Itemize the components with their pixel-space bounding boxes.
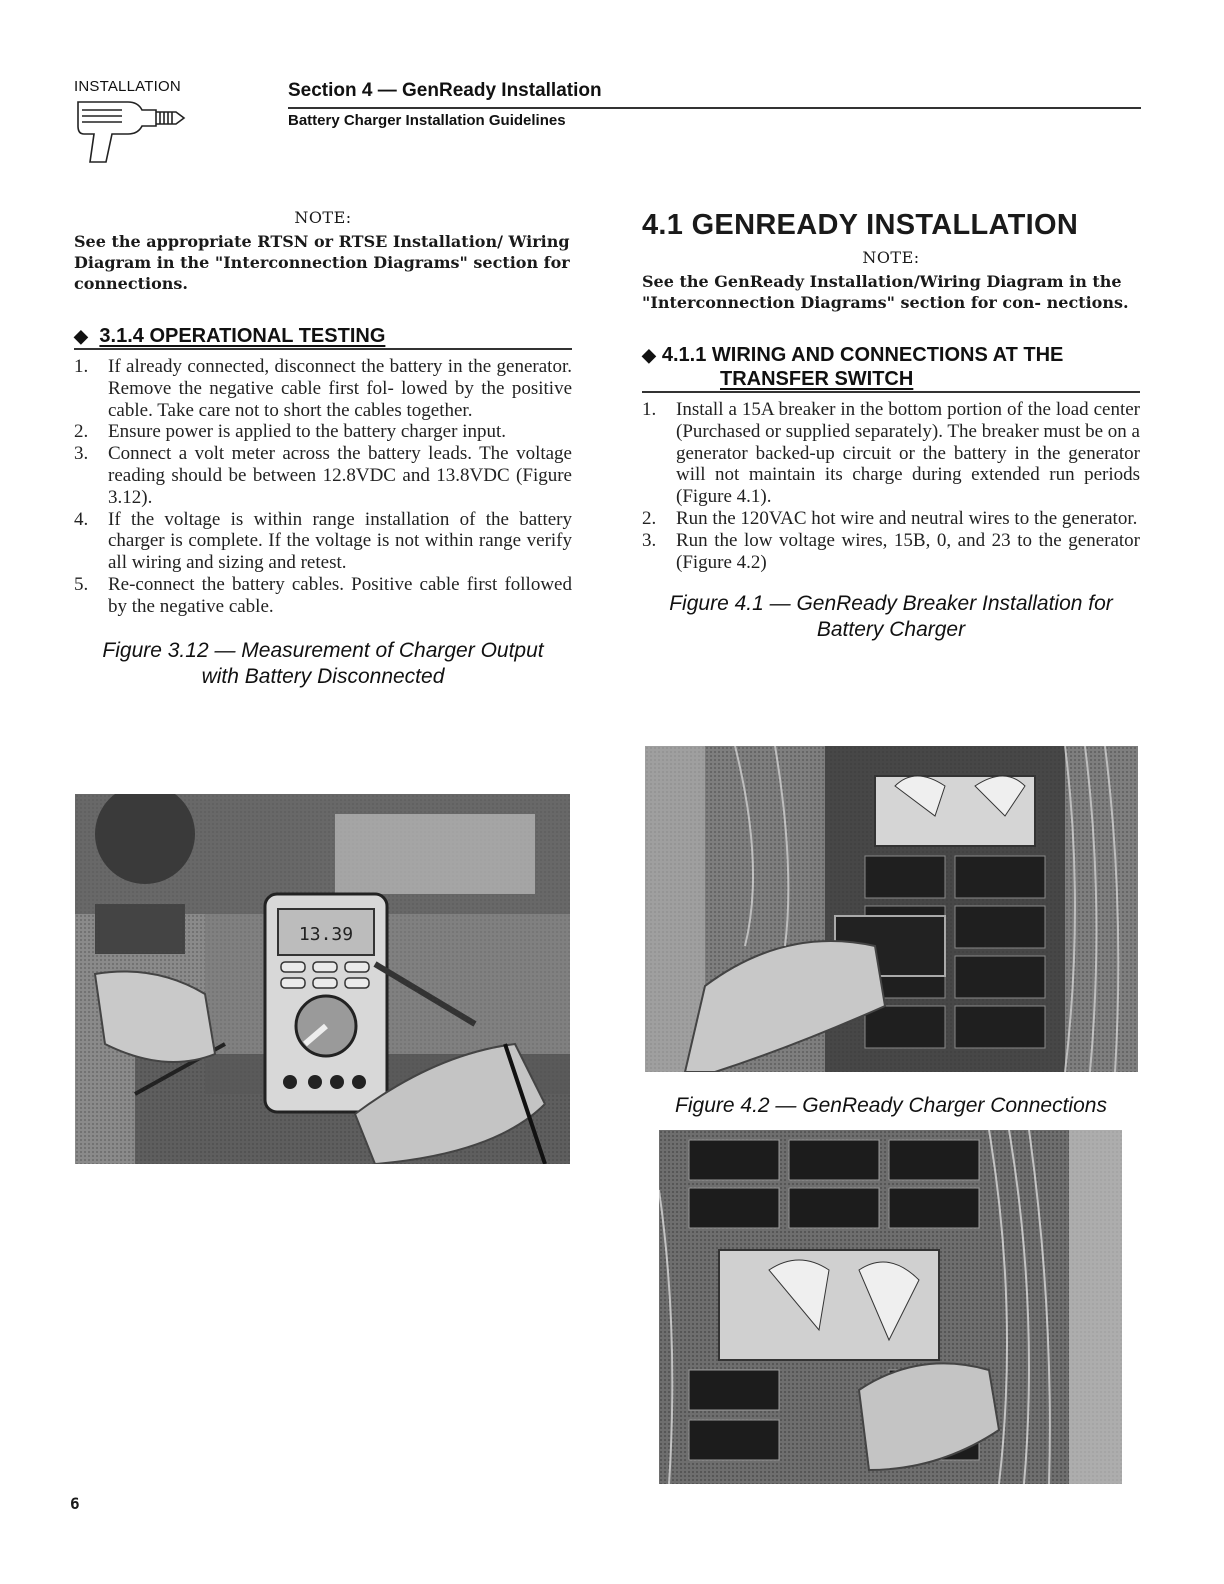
note-label: NOTE: <box>294 208 352 227</box>
page-number: 6 <box>70 1494 80 1513</box>
note-text: See the GenReady Installation/Wiring Diagram in the "Interconnection Diagrams" section for con- nections. <box>642 272 1129 312</box>
header-rule <box>288 107 1141 109</box>
heading-text: 4.1.1 WIRING AND CONNECTIONS AT THE <box>661 344 1064 366</box>
list-item: 2. Run the 120VAC hot wire and neutral wires to the generator. <box>642 507 1138 529</box>
drill-icon <box>72 96 202 166</box>
list-item: 3. Connect a volt meter across the battery leads. The voltage reading should be between 12.8VDC and 13.8VDC (Figure 3.12). <box>74 443 572 508</box>
operational-steps <box>74 356 572 618</box>
charger-connections-photo <box>659 1130 1122 1484</box>
heading-text: 3.1.4 OPERATIONAL TESTING <box>99 325 386 347</box>
note-text: See the appropriate RTSN or RTSE Installation/ Wiring Diagram in the "Interconnection Diagrams" section for connections. <box>74 232 570 293</box>
figure-3-12-caption: Figure 3.12 — Measurement of Charger Output with Battery Disconnected <box>102 638 544 688</box>
diamond-bullet-icon: ◆ <box>642 345 656 365</box>
list-item: 1. Install a 15A breaker in the bottom portion of the load center (Purchased or supplied separately). The breaker must be on a generator backed-up circuit or the battery in the generator will not maintain its charge during extended run periods (Figure 4.1). <box>642 399 1140 508</box>
meter-reading: 13.39 <box>298 924 354 945</box>
list-item: 5. Re-connect the battery cables. Positive cable first followed by the negative cable. <box>74 573 572 617</box>
diamond-bullet-icon: ◆ <box>74 326 88 346</box>
operational-testing-heading <box>74 324 572 350</box>
left-column <box>74 208 572 690</box>
header-tag: INSTALLATION <box>74 78 181 95</box>
breaker-installation-photo <box>645 746 1138 1072</box>
wiring-steps <box>642 399 1140 573</box>
section-title: Section 4 — GenReady Installation <box>288 80 602 101</box>
figure-4-1-caption: Figure 4.1 — GenReady Breaker Installation for Battery Charger <box>669 592 1113 642</box>
wiring-connections-heading <box>642 343 1140 393</box>
figure-4-2-caption: Figure 4.2 — GenReady Charger Connections <box>675 1094 1107 1117</box>
genready-installation-title: 4.1 GENREADY INSTALLATION <box>642 209 1079 241</box>
right-column <box>642 208 1140 643</box>
section-subtitle: Battery Charger Installation Guidelines <box>288 112 566 129</box>
list-item: 1. If already connected, disconnect the battery in the generator. Remove the negative cable first fol- lowed by the positive cable. Take care not to short the cables together. <box>74 356 572 421</box>
heading-text: TRANSFER SWITCH <box>720 368 914 390</box>
list-item: 4. If the voltage is within range installation of the battery charger is complete. If the voltage is not within range verify all wiring and sizing and retest. <box>74 508 572 574</box>
list-item: 3. Run the low voltage wires, 15B, 0, and 23 to the generator (Figure 4.2) <box>642 529 1140 573</box>
multimeter-photo <box>75 794 570 1164</box>
list-item: 2. Ensure power is applied to the battery charger input. <box>74 421 506 443</box>
note-label: NOTE: <box>862 248 920 267</box>
